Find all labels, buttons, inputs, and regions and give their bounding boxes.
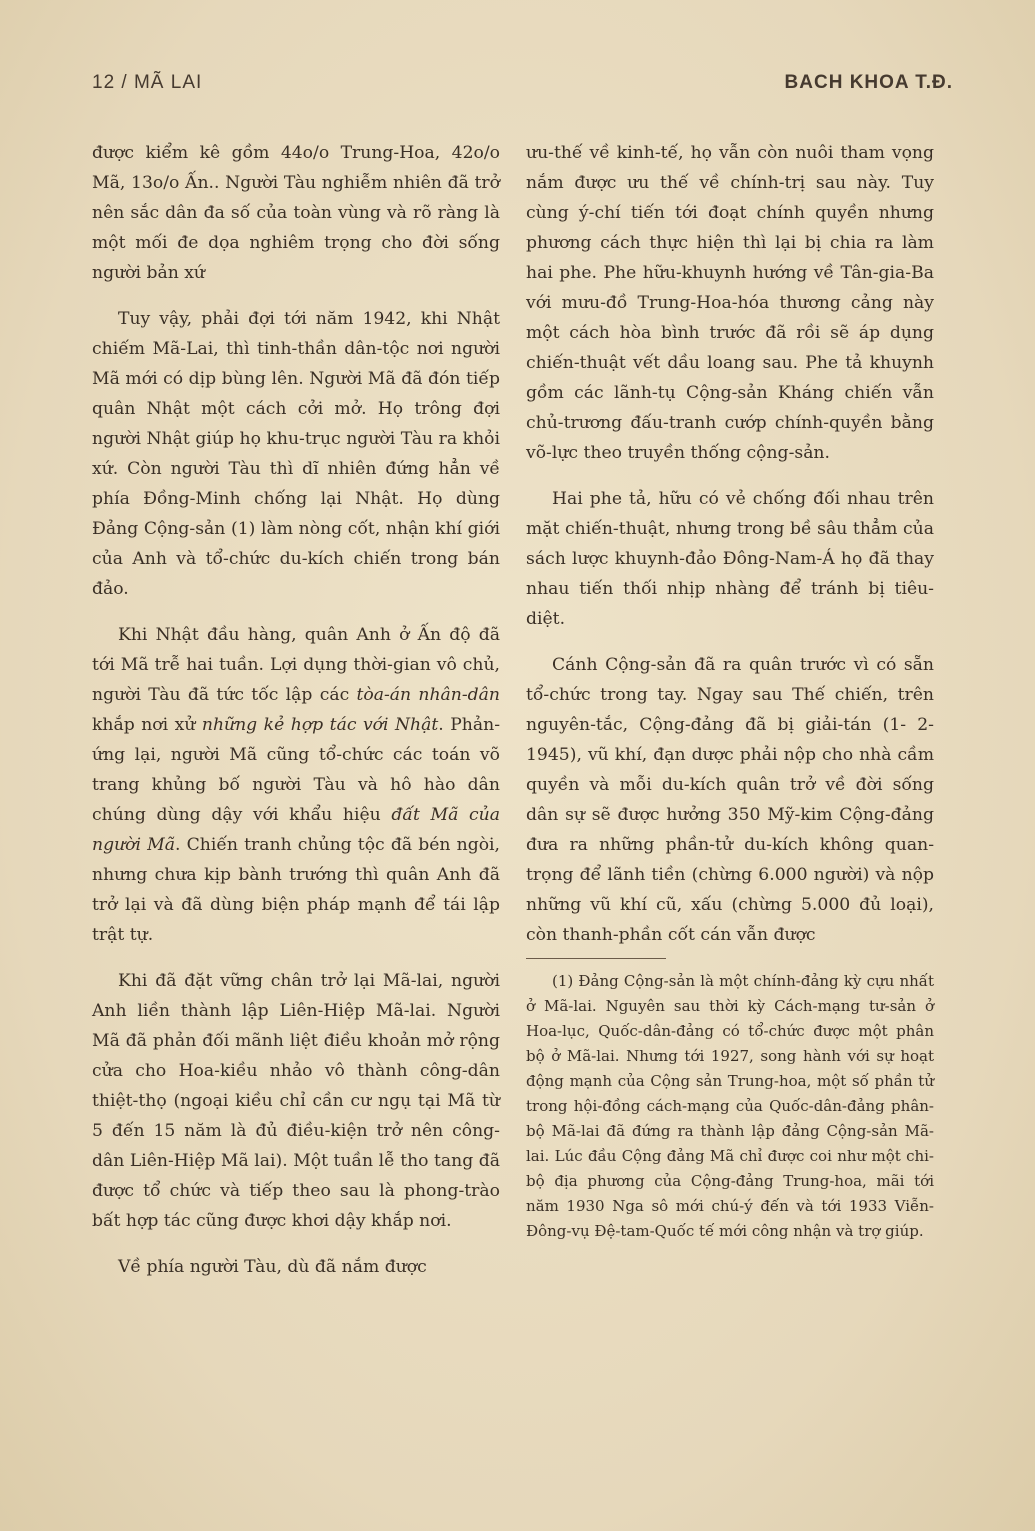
publication-title: BACH KHOA T.Đ. — [784, 72, 953, 93]
paragraph: ưu-thế về kinh-tế, họ vẫn còn nuôi tham vọng nắm được ưu thế về chính-trị sau này. Tuy cùng ý-chí tiến tới đoạt chính quyền nhưng phương cách thực hiện thì lại bị chia ra làm hai phe. Phe hữu-khuynh hướng về Tân-gia-Ba với mưu-đồ Trung-Hoa-hóa thương cảng này một cách hòa bình trước đã rồi sẽ áp dụng chiến-thuật vết dầu loang sau. Phe tả khuynh gồm các lãnh-tụ Cộng-sản Kháng chiến vẫn chủ-trương đấu-tranh cướp chính-quyền bằng võ-lực theo truyền thống cộng-sản. — [526, 143, 934, 463]
paragraph: Khi đã đặt vững chân trở lại Mã-lai, người Anh liền thành lập Liên-Hiệp Mã-lai. Người Mã đã phản đối mãnh liệt điều khoản mở rộng cửa cho Hoa-kiều nhảo vô thành công-dân thiệt-thọ (ngoại kiều chỉ cần cư ngụ tại Mã từ 5 đến 15 năm là đủ điều-kiện trở nên công-dân Liên-Hiệp Mã lai). Một tuần lễ tho tang đã được tổ chức và tiếp theo sau là phong-trào bất hợp tác cũng được khơi dậy khắp nơi. — [92, 971, 500, 1231]
paragraph — [92, 620, 500, 950]
text-run: Khi Nhật đầu hàng, quân Anh ở Ấn độ đã tới Mã trễ hai tuần. Lợi dụng thời-gian vô chủ, người Tàu đã tức tốc lập các — [92, 625, 500, 705]
footnote-divider — [526, 958, 666, 959]
left-column — [92, 138, 500, 1282]
paragraph: Hai phe tả, hữu có vẻ chống đối nhau trên mặt chiến-thuật, nhưng trong bề sâu thẳm của sách lược khuynh-đảo Đông-Nam-Á họ đã thay nhau tiến thối nhịp nhàng để tránh bị tiêu-diệt. — [526, 489, 934, 629]
italic-phrase: những kẻ hợp tác với Nhật — [201, 715, 439, 735]
paragraph: được kiểm kê gồm 44o/o Trung-Hoa, 42o/o Mã, 13o/o Ấn.. Người Tàu nghiễm nhiên đã trở nên sắc dân đa số của toàn vùng và rõ ràng là một mối đe dọa nghiêm trọng cho đời sống người bản xứ — [92, 143, 500, 283]
paragraph: Về phía người Tàu, dù đã nắm được — [118, 1257, 427, 1277]
running-header — [92, 72, 953, 102]
page-number-section-title: 12 / MÃ LAI — [92, 72, 203, 93]
text-run: . Chiến tranh chủng tộc đã bén ngòi, nhưng chưa kịp bành trướng thì quân Anh đã trở lại và đã dùng biện pháp mạnh để tái lập trật tự. — [92, 835, 501, 945]
paragraph: Tuy vậy, phải đợi tới năm 1942, khi Nhật chiếm Mã-Lai, thì tinh-thần dân-tộc nơi người Mã mới có dịp bùng lên. Người Mã đã đón tiếp quân Nhật một cách cởi mở. Họ trông đợi người Nhật giúp họ khu-trục người Tàu ra khỏi xứ. Còn người Tàu thì dĩ nhiên đứng hẳn về phía Đồng-Minh chống lại Nhật. Họ dùng Đảng Cộng-sản (1) làm nòng cốt, nhận khí giới của Anh và tổ-chức du-kích chiến trong bán đảo. — [92, 309, 500, 599]
italic-phrase: tòa-án nhân-dân — [356, 685, 501, 705]
text-run: . Phản-ứng lại, người Mã cũng tổ-chức các toán võ trang khủng bố người Tàu và hô hào dân chúng dùng dậy với khẩu hiệu — [92, 715, 500, 825]
paragraph: Cánh Cộng-sản đã ra quân trước vì có sẵn tổ-chức trong tay. Ngay sau Thế chiến, trên nguyên-tắc, Cộng-đảng đã bị giải-tán (1- 2-1945), vũ khí, đạn dược phải nộp cho nhà cầm quyền và mỗi du-kích quân trở về đời sống dân sự sẽ được hưởng 350 Mỹ-kim Cộng-đảng đưa ra những phần-tử du-kích không quan-trọng để lãnh tiền (chừng 6.000 người) và nộp những vũ khí cũ, xấu (chừng 5.000 đủ loại), còn thanh-phần cốt cán vẫn được — [526, 655, 934, 945]
text-run: khắp nơi xử — [92, 715, 196, 735]
italic-phrase: đất Mã của người Mã — [92, 805, 500, 855]
right-column — [526, 138, 934, 1260]
footnote: (1) Đảng Cộng-sản là một chính-đảng kỳ cựu nhất ở Mã-lai. Nguyên sau thời kỳ Cách-mạng tư-sản ở Hoa-lục, Quốc-dân-đảng có tổ-chức được một phân bộ ở Mã-lai. Nhưng tới 1927, song hành với sự hoạt động mạnh của Cộng sản Trung-hoa, một số phần tử trong hội-đồng cách-mạng của Quốc-dân-đảng phân-bộ Mã-lai đã đứng ra thành lập đảng Cộng-sản Mã-lai. Lúc đầu Cộng đảng Mã chỉ được coi như một chi-bộ địa phương của Cộng-đảng Trung-hoa, mãi tới năm 1930 Nga sô mới chú-ý đến và tới 1933 Viễn-Đông-vụ Đệ-tam-Quốc tế mới công nhận và trợ giúp. — [526, 972, 934, 1240]
